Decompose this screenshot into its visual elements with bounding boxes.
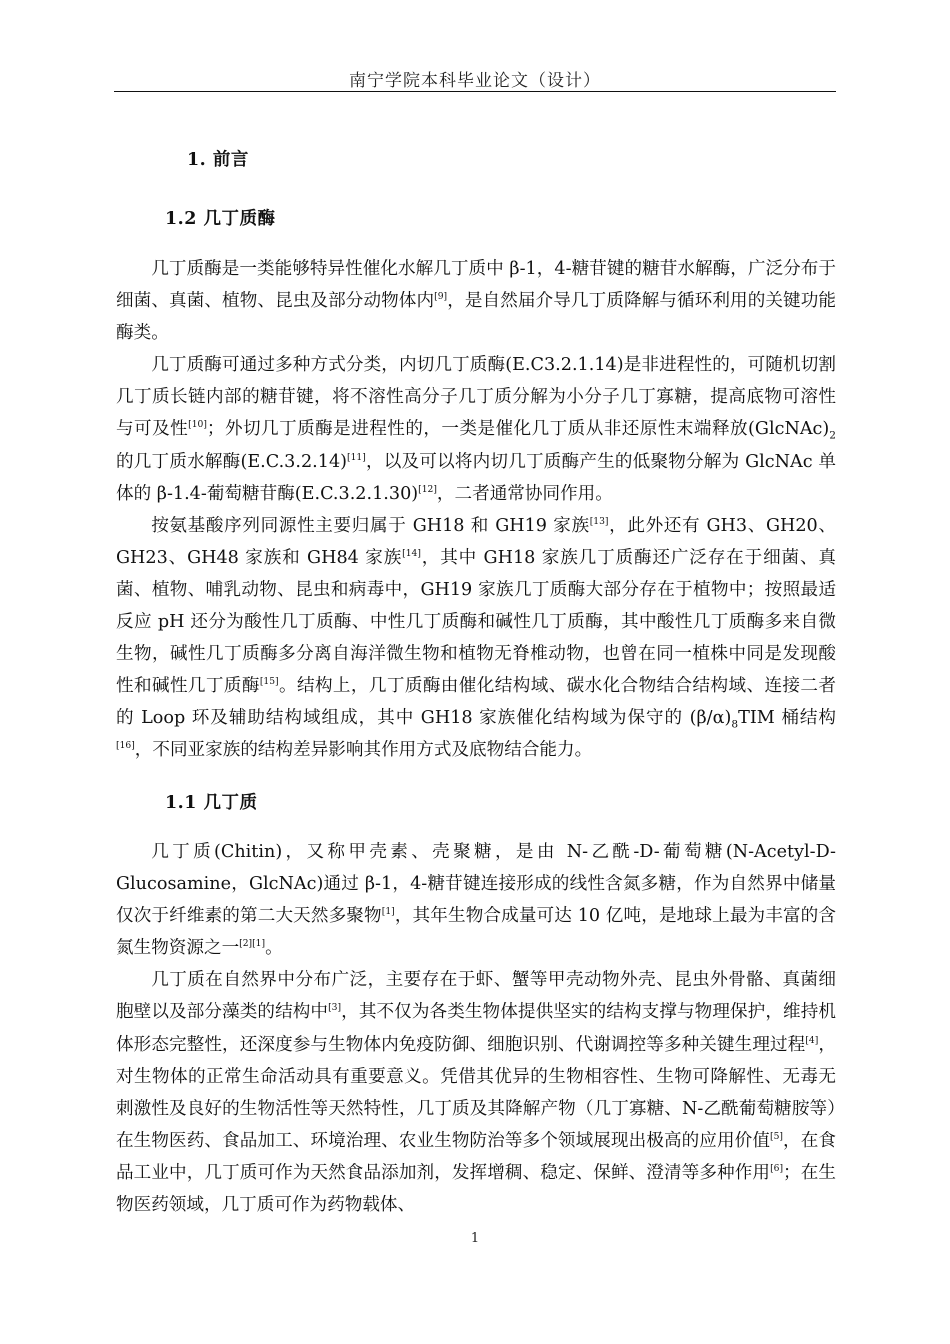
- paragraph-text: ，其中 GH18 家族几丁质酶还广泛存在于细菌、真菌、植物、哺乳动物、昆虫和病毒中，GH19 家族几丁质酶大部分存在于植物中；按照最适反应 pH 还分为酸性几丁质酶、中性几丁质酶和碱性几丁质酶，其中酸性几丁质酶多来自微生物，碱性几丁质酶多分离自海洋微生物和植物无脊椎动物，也曾在同一植株中同是发现酸性和碱性几丁质酶: [116, 547, 836, 697]
- paragraph-text: 的几丁质水解酶(E.C.3.2.14): [116, 451, 348, 472]
- running-header: 南宁学院本科毕业论文（设计）: [349, 71, 601, 91]
- citation: [12]: [418, 484, 437, 495]
- paragraph-text: 几丁质(Chitin)，又称甲壳素、壳聚糖，是由 N-乙酰-D-葡萄糖(N-Acetyl-D-Glucosamine，GlcNAc)通过 β-1，4-糖苷键连接形成的线性含氮多糖，作为自然界中储量仅次于纤维素的第二大天然多聚物: [116, 842, 836, 927]
- citation: [2][1]: [239, 939, 266, 950]
- citation: [6]: [770, 1164, 784, 1175]
- citation: [16]: [116, 741, 135, 752]
- paragraph: [116, 836, 836, 964]
- paragraph-text: ，对生物体的正常生命活动具有重要意义。凭借其优异的生物相容性、生物可降解性、无毒无刺激性及良好的生物活性等天然特性，几丁质及其降解产物（几丁寡糖、N-乙酰葡萄糖胺等）在生物医药、食品加工、环境治理、农业生物防治等多个领域展现出极高的应用价值: [116, 1034, 836, 1151]
- citation: [10]: [188, 420, 207, 431]
- subscript: 2: [829, 429, 836, 442]
- subscript: 8: [731, 718, 739, 731]
- paragraph-text: ，其年生物合成量可达 10 亿吨，是地球上最为丰富的含氮生物资源之一: [116, 906, 836, 959]
- paragraph-text: ，不同亚家族的结构差异影响其作用方式及底物结合能力。: [134, 740, 593, 761]
- chitinase-body: [116, 253, 836, 767]
- paragraph-text: ，此外还有 GH3、GH20、GH23、GH48 家族和 GH84 家族: [116, 515, 836, 568]
- paragraph-text: ；外切几丁质酶是进程性的，一类是催化几丁质从非还原性末端释放(GlcNAc): [206, 419, 830, 440]
- paragraph-text: ，二者通常协同作用。: [436, 483, 613, 504]
- paragraph-text: ，是自然届介导几丁质降解与循环利用的关键功能酶类。: [116, 291, 836, 344]
- citation: [13]: [589, 516, 609, 527]
- citation: [3]: [328, 1003, 342, 1014]
- paragraph-text: ；在生物医药领域，几丁质可作为药物载体、: [116, 1162, 836, 1216]
- header-rule: [114, 91, 836, 92]
- paragraph-text: ，其不仅为各类生物体提供坚实的结构支撑与物理保护，维持机体形态完整性，还深度参与生物体内免疫防御、细胞识别、代谢调控等多种关键生理过程: [116, 1002, 836, 1055]
- citation: [11]: [347, 452, 366, 463]
- paragraph: [116, 510, 836, 767]
- citation: [4]: [805, 1035, 819, 1046]
- citation: [15]: [259, 677, 279, 688]
- chitin-body: [116, 836, 836, 1221]
- paragraph: [116, 964, 836, 1221]
- paragraph-text: 。: [265, 938, 283, 959]
- paragraph-text: 几丁质酶是一类能够特异性催化水解几丁质中 β-1，4-糖苷键的糖苷水解酶，广泛分布于细菌、真菌、植物、昆虫及部分动物体内: [116, 259, 836, 312]
- paragraph-text: ，以及可以将内切几丁质酶产生的低聚物分解为 GlcNAc 单体的 β-1.4-葡萄糖苷酶(E.C.3.2.1.30): [116, 451, 836, 504]
- paragraph: [116, 253, 836, 349]
- paragraph-text: 。结构上，几丁质酶由催化结构域、碳水化合物结合结构域、连接二者的 Loop 环及辅助结构域组成，其中 GH18 家族催化结构域为保守的 (β/α): [116, 676, 836, 729]
- citation: [1]: [381, 907, 395, 918]
- section-heading-intro: 1. 前言: [187, 150, 249, 170]
- citation: [5]: [770, 1131, 783, 1142]
- paragraph-text: 按氨基酸序列同源性主要归属于 GH18 和 GH19 家族: [151, 515, 590, 536]
- paragraph-text: 几丁质酶可通过多种方式分类，内切几丁质酶(E.C3.2.1.14)是非进程性的，可随机切割几丁质长链内部的糖苷键，将不溶性高分子几丁质分解为小分子几丁寡糖，提高底物可溶性与可及性: [116, 355, 836, 440]
- citation: [9]: [434, 292, 448, 303]
- paragraph-text: 几丁质在自然界中分布广泛，主要存在于虾、蟹等甲壳动物外壳、昆虫外骨骼、真菌细胞壁以及部分藻类的结构中: [116, 970, 836, 1023]
- page-number: 1: [470, 1231, 480, 1246]
- section-heading-chitin: 1.1 几丁质: [165, 793, 258, 813]
- citation: [14]: [402, 548, 421, 559]
- paragraph-text: TIM 桶结构: [738, 708, 836, 729]
- section-heading-chitinase: 1.2 几丁质酶: [165, 209, 276, 229]
- paragraph: [116, 349, 836, 509]
- paragraph-text: ，在食品工业中，几丁质可作为天然食品添加剂，发挥增稠、稳定、保鲜、澄清等多种作用: [116, 1130, 836, 1183]
